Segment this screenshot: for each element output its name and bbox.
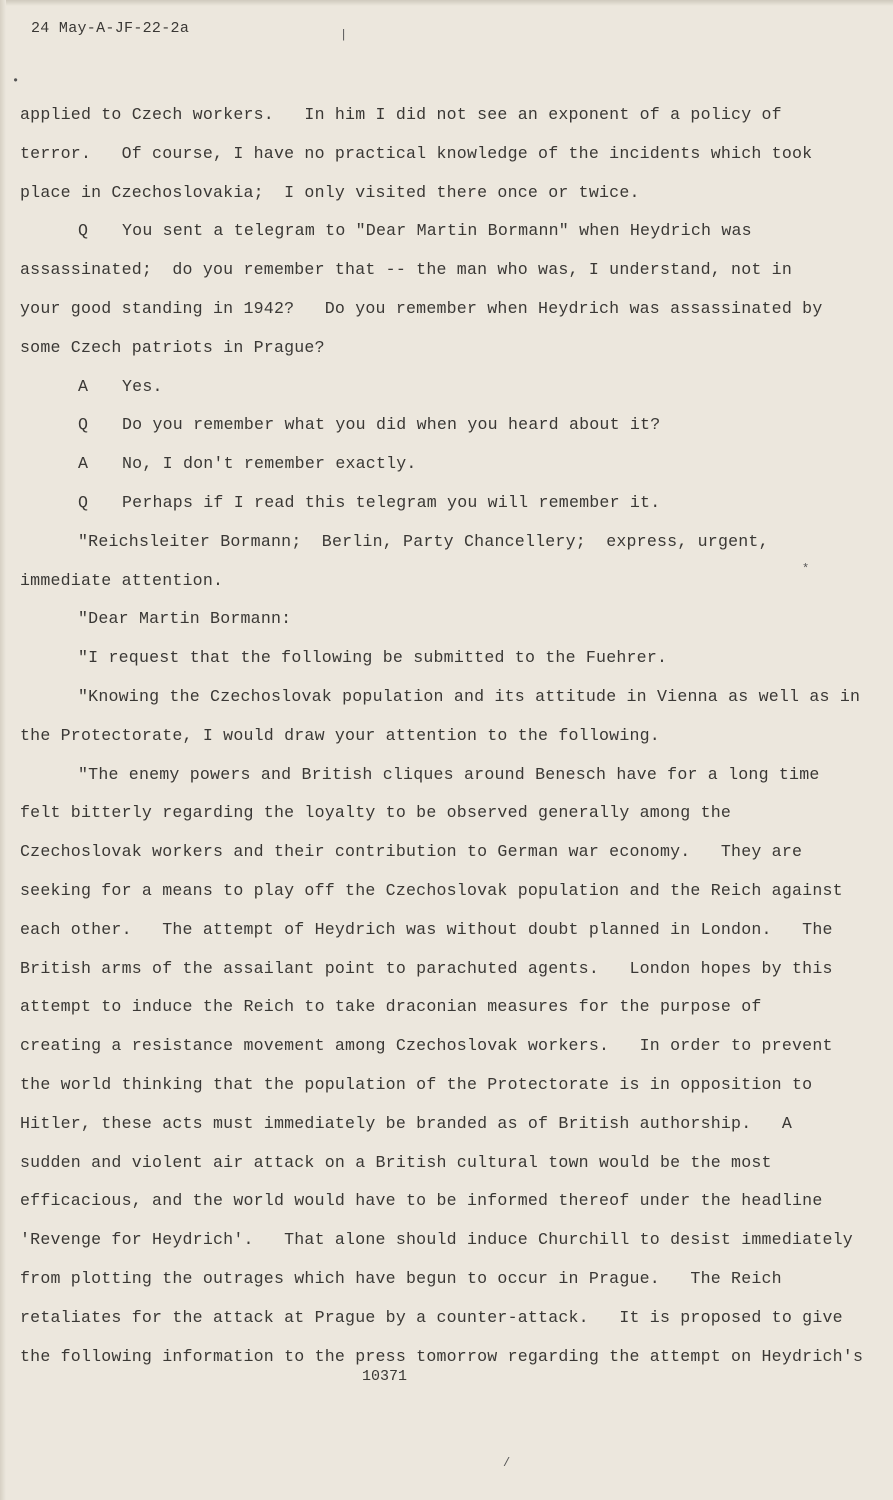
line-text: retaliates for the attack at Prague by a counter-attack. It is proposed to give — [20, 1307, 843, 1327]
line-text: your good standing in 1942? Do you remember when Heydrich was assassinated by — [20, 298, 823, 318]
text-line — [20, 329, 850, 368]
line-text: Do you remember what you did when you heard about it? — [122, 415, 661, 435]
text-line — [20, 174, 850, 213]
qa-line — [20, 445, 850, 484]
ink-speck-mark: * — [802, 562, 810, 576]
paper-left-edge — [0, 0, 6, 1500]
line-text: assassinated; do you remember that -- the man who was, I understand, not in — [20, 260, 792, 280]
text-line — [20, 1105, 850, 1144]
line-text: applied to Czech workers. In him I did not see an exponent of a policy of — [20, 105, 782, 124]
text-line — [20, 290, 850, 329]
text-line — [20, 678, 861, 717]
line-text: from plotting the outrages which have begun to occur in Prague. The Reich — [20, 1268, 782, 1288]
line-text: Czechoslovak workers and their contribution to German war economy. They are — [20, 842, 803, 862]
document-reference: 24 May-A-JF-22-2a — [31, 20, 190, 37]
transcript-body — [20, 96, 864, 1376]
question-marker: Q — [78, 492, 89, 512]
text-line — [20, 794, 850, 833]
text-line — [20, 1338, 864, 1377]
line-text: Perhaps if I read this telegram you will remember it. — [122, 492, 661, 512]
question-marker: Q — [78, 221, 89, 241]
line-text: "I request that the following be submitted to the Fuehrer. — [78, 648, 668, 668]
text-line — [20, 1066, 850, 1105]
line-text: Hitler, these acts must immediately be branded as of British authorship. A — [20, 1113, 792, 1133]
line-text: British arms of the assailant point to parachuted agents. London hopes by this — [20, 958, 833, 978]
line-text: 'Revenge for Heydrich'. That alone should induce Churchill to desist immediately — [20, 1230, 853, 1250]
answer-marker: A — [78, 376, 89, 396]
qa-line — [20, 484, 850, 523]
text-line — [20, 911, 850, 950]
text-line — [20, 717, 850, 756]
line-text: felt bitterly regarding the loyalty to be observed generally among the — [20, 803, 732, 823]
text-line — [20, 872, 850, 911]
line-text: the world thinking that the population of the Protectorate is in opposition to — [20, 1074, 813, 1094]
text-line — [20, 523, 850, 562]
line-text: "Dear Martin Bormann: — [78, 609, 292, 629]
line-text: some Czech patriots in Prague? — [20, 337, 325, 357]
line-text: seeking for a means to play off the Czechoslovak population and the Reich against — [20, 880, 843, 900]
text-line — [20, 1027, 850, 1066]
qa-line — [20, 212, 850, 251]
text-line — [20, 562, 850, 601]
line-text: creating a resistance movement among Czechoslovak workers. In order to prevent — [20, 1036, 833, 1056]
text-line — [20, 96, 850, 135]
line-text: the Protectorate, I would draw your attention to the following. — [20, 725, 660, 745]
pencil-tick-mark: | — [340, 28, 348, 42]
line-text: "Knowing the Czechoslovak population and its attitude in Vienna as well as in — [78, 686, 861, 706]
text-line — [20, 1144, 850, 1183]
ink-dot-mark: • — [12, 74, 20, 88]
line-text: attempt to induce the Reich to take draconian measures for the purpose of — [20, 997, 762, 1017]
text-line — [20, 1221, 853, 1260]
line-text: terror. Of course, I have no practical knowledge of the incidents which took — [20, 143, 813, 163]
question-marker: Q — [78, 415, 89, 435]
text-line — [20, 135, 850, 174]
line-text: the following information to the press tomorrow regarding the attempt on Heydrich's — [20, 1346, 864, 1366]
answer-marker: A — [78, 454, 89, 474]
line-text: "Reichsleiter Bormann; Berlin, Party Chancellery; express, urgent, — [78, 531, 769, 551]
text-line — [20, 600, 850, 639]
text-line — [20, 833, 850, 872]
line-text: efficacious, and the world would have to be informed thereof under the headline — [20, 1191, 823, 1211]
pencil-stroke-mark: / — [503, 1456, 511, 1470]
text-line — [20, 756, 850, 795]
line-text: sudden and violent air attack on a British cultural town would be the most — [20, 1152, 772, 1172]
text-line — [20, 1260, 850, 1299]
text-line — [20, 639, 850, 678]
text-line — [20, 1299, 850, 1338]
line-text: You sent a telegram to "Dear Martin Bormann" when Heydrich was — [122, 221, 752, 241]
line-text: "The enemy powers and British cliques around Benesch have for a long time — [78, 764, 820, 784]
line-text: No, I don't remember exactly. — [122, 454, 417, 474]
text-line — [20, 988, 850, 1027]
page-number: 10371 — [362, 1368, 408, 1385]
line-text: Yes. — [122, 376, 163, 396]
paper-top-edge — [0, 0, 893, 6]
text-line — [20, 251, 850, 290]
text-line — [20, 950, 850, 989]
line-text: immediate attention. — [20, 570, 224, 590]
qa-line — [20, 406, 850, 445]
line-text: each other. The attempt of Heydrich was without doubt planned in London. The — [20, 919, 833, 939]
line-text: place in Czechoslovakia; I only visited there once or twice. — [20, 182, 640, 202]
text-line — [20, 1182, 850, 1221]
qa-line — [20, 368, 850, 407]
